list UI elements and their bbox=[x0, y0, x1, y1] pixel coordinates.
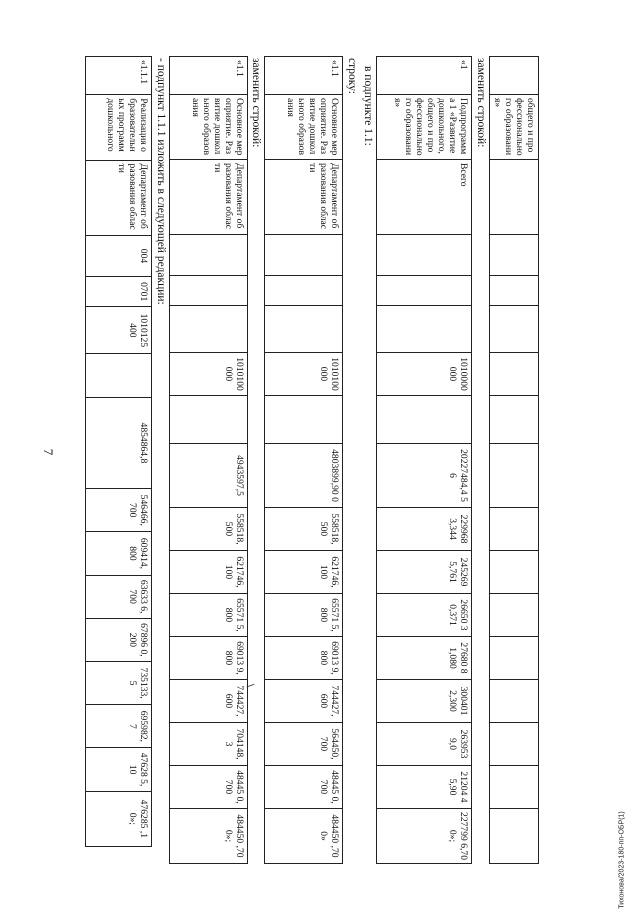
table-cell: 558518, 500 bbox=[265, 508, 343, 551]
table-cell bbox=[265, 306, 343, 353]
table-cell: 65571 5,800 bbox=[265, 594, 343, 637]
table-old-row-1-1 bbox=[264, 56, 343, 864]
table-cell: 47628 5,10 bbox=[86, 748, 152, 791]
table-new-row-1-1 bbox=[169, 56, 248, 864]
table-cell bbox=[489, 276, 538, 306]
table-cell: 263953 9,0 bbox=[377, 723, 472, 766]
table-cell: 20227484,4 56 bbox=[377, 444, 472, 508]
table-cell: Реализация образовательных программ дошкольного bbox=[86, 95, 152, 160]
table-cell: 704148, 3 bbox=[169, 723, 247, 766]
instruction-row: строку: bbox=[345, 58, 358, 94]
table-cell: 227799 6,700»; bbox=[377, 809, 472, 864]
table-cell: 1010100 000 bbox=[169, 353, 247, 396]
table-cell: 558518, 500 bbox=[169, 508, 247, 551]
table-cell: 1010100 000 bbox=[265, 353, 343, 396]
table-cell: 4943597,5 bbox=[169, 444, 247, 508]
table-cell: 21204 45,90 bbox=[377, 766, 472, 809]
table-row bbox=[489, 57, 538, 864]
instruction-replace-2: заменить строкой: bbox=[250, 58, 263, 148]
table-cell: 0701 bbox=[86, 277, 152, 307]
table-cell: Основное мероприятие. Развитие дошкольного образования bbox=[265, 95, 343, 160]
table-cell: 27680 81,080 bbox=[377, 637, 472, 680]
table-cell: Подпрограмма 1 «Развитие дошкольного, общего и профессионального образования» bbox=[377, 95, 472, 160]
table-cell: 1010000 000 bbox=[377, 353, 472, 396]
table-cell: 621746, 100 bbox=[169, 551, 247, 594]
table-row bbox=[377, 57, 472, 864]
table-cell: Основное мероприятие. Развитие дошкольного образования bbox=[169, 95, 247, 160]
table-row bbox=[169, 57, 247, 864]
table-cell bbox=[489, 637, 538, 680]
table-cell bbox=[377, 276, 472, 306]
table-cell: 1010125 400 bbox=[86, 307, 152, 354]
table-cell: 744427, 600 bbox=[265, 680, 343, 723]
table-cell bbox=[489, 57, 538, 95]
table-cell bbox=[169, 306, 247, 353]
table-cell: «1.1 bbox=[265, 57, 343, 95]
table-cell: 609414, 800 bbox=[86, 532, 152, 575]
table-cell bbox=[86, 354, 152, 397]
table-cell: 26650 30,371 bbox=[377, 594, 472, 637]
table-cell bbox=[377, 235, 472, 276]
table-cell: Департамент образования области bbox=[265, 160, 343, 235]
table-cell: 621746, 100 bbox=[265, 551, 343, 594]
table-cell bbox=[265, 235, 343, 276]
table-cell: «1.1.1 bbox=[86, 57, 152, 95]
table-cell: 695982, 7 bbox=[86, 705, 152, 748]
table-cell: 744427, 600 bbox=[169, 680, 247, 723]
table-cell: 484450 ,700»; bbox=[169, 809, 247, 864]
table-cell bbox=[489, 766, 538, 809]
table-cell: 63633 6,700 bbox=[86, 575, 152, 618]
table-cell bbox=[489, 551, 538, 594]
table-cell bbox=[169, 235, 247, 276]
rotated-content bbox=[76, 56, 539, 860]
table-cell bbox=[489, 396, 538, 444]
table-cell bbox=[377, 396, 472, 444]
page-number: 7 bbox=[41, 448, 56, 456]
table-cell: 4854864,8 bbox=[86, 397, 152, 488]
table-cell: 245269 5,761 bbox=[377, 551, 472, 594]
table-cell bbox=[489, 444, 538, 508]
table-cell: Департамент образования области bbox=[169, 160, 247, 235]
table-cell: 300401 2,300 bbox=[377, 680, 472, 723]
table-cell: Всего bbox=[377, 160, 472, 235]
table-cell: 735133, 5 bbox=[86, 662, 152, 705]
table-subprogram-1 bbox=[376, 56, 472, 864]
table-cell: «1 bbox=[377, 57, 472, 95]
table-cell: 476285 ,10»; bbox=[86, 791, 152, 846]
table-cell bbox=[169, 396, 247, 444]
table-cell: «1.1 bbox=[169, 57, 247, 95]
table-row bbox=[265, 57, 343, 864]
table-cell: 65571 5,800 bbox=[169, 594, 247, 637]
table-cell bbox=[489, 508, 538, 551]
table-cell bbox=[489, 235, 538, 276]
table-continuation bbox=[489, 56, 539, 864]
table-row bbox=[86, 57, 152, 847]
table-cell: 484450 ,700» bbox=[265, 809, 343, 864]
table-cell: 48445 0,700 bbox=[265, 766, 343, 809]
table-cell: 67896 0,200 bbox=[86, 618, 152, 661]
table-cell bbox=[489, 160, 538, 235]
table-cell bbox=[377, 306, 472, 353]
table-cell: 69013 9,800 bbox=[265, 637, 343, 680]
table-cell: 69013 9,800 bbox=[169, 637, 247, 680]
table-cell: 564450, 700 bbox=[265, 723, 343, 766]
table-cell bbox=[265, 276, 343, 306]
table-cell bbox=[489, 594, 538, 637]
table-cell bbox=[489, 809, 538, 864]
instruction-subitem-1-1-1: - подпункт 1.1.1 изложить в следующей редакции: bbox=[154, 58, 167, 305]
table-cell: 229968 3,344 bbox=[377, 508, 472, 551]
table-cell: 004 bbox=[86, 235, 152, 276]
table-cell: 546466, 700 bbox=[86, 489, 152, 532]
instruction-replace-1: заменить строкой: bbox=[474, 58, 487, 148]
table-cell bbox=[489, 353, 538, 396]
table-cell: общего и профессионального образования» bbox=[489, 95, 538, 160]
table-row-1-1-1 bbox=[85, 56, 152, 847]
table-cell bbox=[489, 680, 538, 723]
table-cell: 48445 0,700 bbox=[169, 766, 247, 809]
table-cell bbox=[265, 396, 343, 444]
table-cell bbox=[169, 276, 247, 306]
table-cell bbox=[489, 306, 538, 353]
instruction-subitem-1-1: в подпункте 1.1: bbox=[362, 66, 375, 146]
table-cell: Департамент образования области bbox=[86, 160, 152, 235]
table-cell: 4803899,90 0 bbox=[265, 444, 343, 508]
document-id-watermark: Тихонова/2023-180-пп-ОБР(1) bbox=[618, 811, 626, 909]
table-cell bbox=[489, 723, 538, 766]
